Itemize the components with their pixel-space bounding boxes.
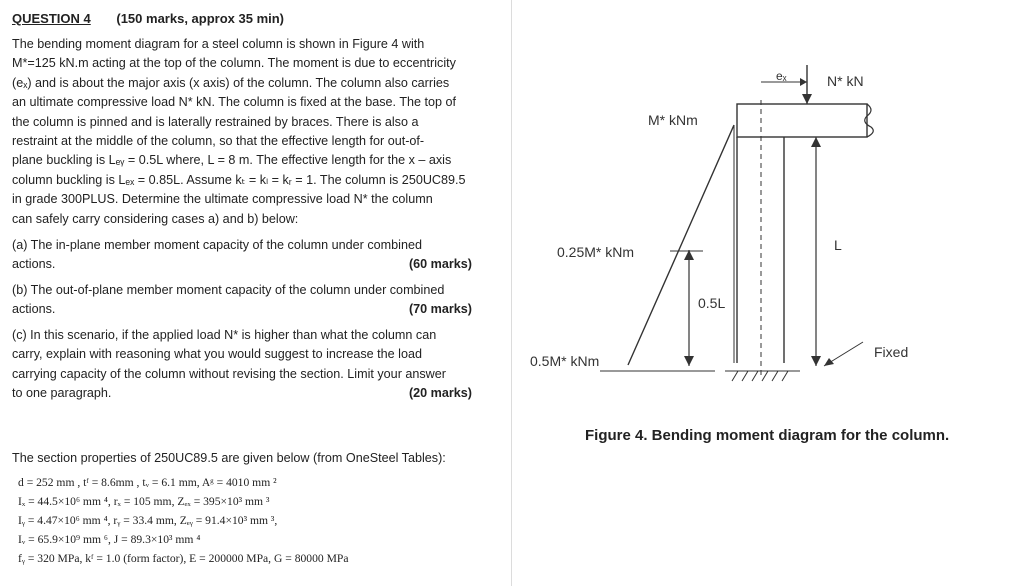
half-length-arrow-bottom: [684, 356, 694, 366]
section-properties-intro: The section properties of 250UC89.5 are given below (from OneSteel Tables):: [12, 451, 446, 465]
fixed-support-hatch: [732, 371, 788, 381]
mid-moment-label: 0.25M* kNm: [557, 244, 635, 260]
part-c-line: carrying capacity of the column without revising the section. Limit your answer: [12, 366, 446, 381]
question-marks-time: (150 marks, approx 35 min): [116, 11, 285, 26]
question-intro: [12, 35, 502, 229]
intro-line: plane buckling is Lₑᵧ = 0.5L where, L = 8 m. The effective length for the x – axis: [12, 153, 452, 168]
part-c-marks: (20 marks): [408, 386, 472, 400]
ex-label: eₓ: [776, 69, 787, 83]
section-property-line: fᵧ = 320 MPa, kᶠ = 1.0 (form factor), E = 200000 MPa, G = 80000 MPa: [18, 552, 349, 565]
section-property-line: Iᵧ = 4.47×10⁶ mm ⁴, rᵧ = 33.4 mm, Zₑᵧ = 91.4×10³ mm ³,: [18, 514, 278, 527]
axial-load-label: N* kN: [827, 73, 864, 89]
top-moment-label: M* kNm: [648, 112, 698, 128]
top-beam: [737, 104, 867, 137]
intro-line: column buckling is Lₑₓ = 0.85L. Assume kₜ = kₗ = kᵣ = 1. The column is 250UC89.5: [12, 172, 466, 187]
beam-break-symbol: [865, 104, 874, 137]
part-c: [12, 326, 482, 404]
intro-line: (eₓ) and is about the major axis (x axis) of the column. The column also carries: [12, 75, 450, 90]
part-c-line: carry, explain with reasoning what you would suggest to increase the load: [12, 347, 422, 362]
base-moment-label: 0.5M* kNm: [530, 353, 600, 369]
length-arrow-top: [811, 137, 821, 147]
part-a-line2: actions.: [12, 257, 56, 272]
fixed-support-label: Fixed: [874, 344, 909, 360]
section-property-line: d = 252 mm , tᶠ = 8.6mm , tᵥ = 6.1 mm, Aᵍ = 4010 mm ²: [18, 476, 277, 489]
axial-load-arrowhead: [802, 94, 812, 104]
question-header: [12, 11, 284, 26]
intro-line: The bending moment diagram for a steel column is shown in Figure 4 with: [12, 37, 425, 51]
intro-line: can safely carry considering cases a) and b) below:: [12, 211, 299, 226]
intro-line: the column is pinned and is laterally restrained by braces. There is also a: [12, 114, 419, 129]
section-property-line: Iᵥ = 65.9×10⁹ mm ⁶, J = 89.3×10³ mm ⁴: [18, 533, 201, 546]
part-b-marks: (70 marks): [408, 302, 472, 316]
half-length-label: 0.5L: [698, 295, 726, 311]
section-properties: [18, 473, 348, 568]
part-b-line1: (b) The out-of-plane member moment capacity of the column under combined: [12, 283, 445, 297]
moment-diagram-line: [628, 125, 734, 365]
intro-line: in grade 300PLUS. Determine the ultimate compressive load N* the column: [12, 192, 433, 207]
length-arrow-bottom: [811, 356, 821, 366]
part-c-line: to one paragraph.: [12, 386, 112, 401]
part-c-line: (c) In this scenario, if the applied load N* is higher than what the column can: [12, 328, 437, 342]
part-a-marks: (60 marks): [408, 257, 472, 271]
intro-line: M*=125 kN.m acting at the top of the column. The moment is due to eccentricity: [12, 56, 456, 71]
part-a: [12, 236, 482, 275]
part-b-line2: actions.: [12, 302, 56, 317]
bending-moment-figure: [520, 60, 1020, 390]
question-number: QUESTION 4: [12, 11, 91, 26]
figure-caption: Figure 4. Bending moment diagram for the column.: [585, 427, 950, 444]
part-b: [12, 281, 482, 320]
section-property-line: Iₓ = 44.5×10⁶ mm ⁴, rₓ = 105 mm, Zₑₓ = 395×10³ mm ³: [18, 495, 270, 508]
ex-arrowhead: [800, 78, 807, 86]
part-a-line1: (a) The in-plane member moment capacity of the column under combined: [12, 238, 422, 252]
length-label: L: [834, 237, 842, 253]
page-divider: [511, 0, 512, 586]
fixed-leader-arrow: [824, 358, 834, 366]
intro-line: an ultimate compressive load N* kN. The column is fixed at the base. The top of: [12, 95, 457, 110]
intro-line: restraint at the middle of the column, so that the effective length for out-of-: [12, 134, 425, 149]
